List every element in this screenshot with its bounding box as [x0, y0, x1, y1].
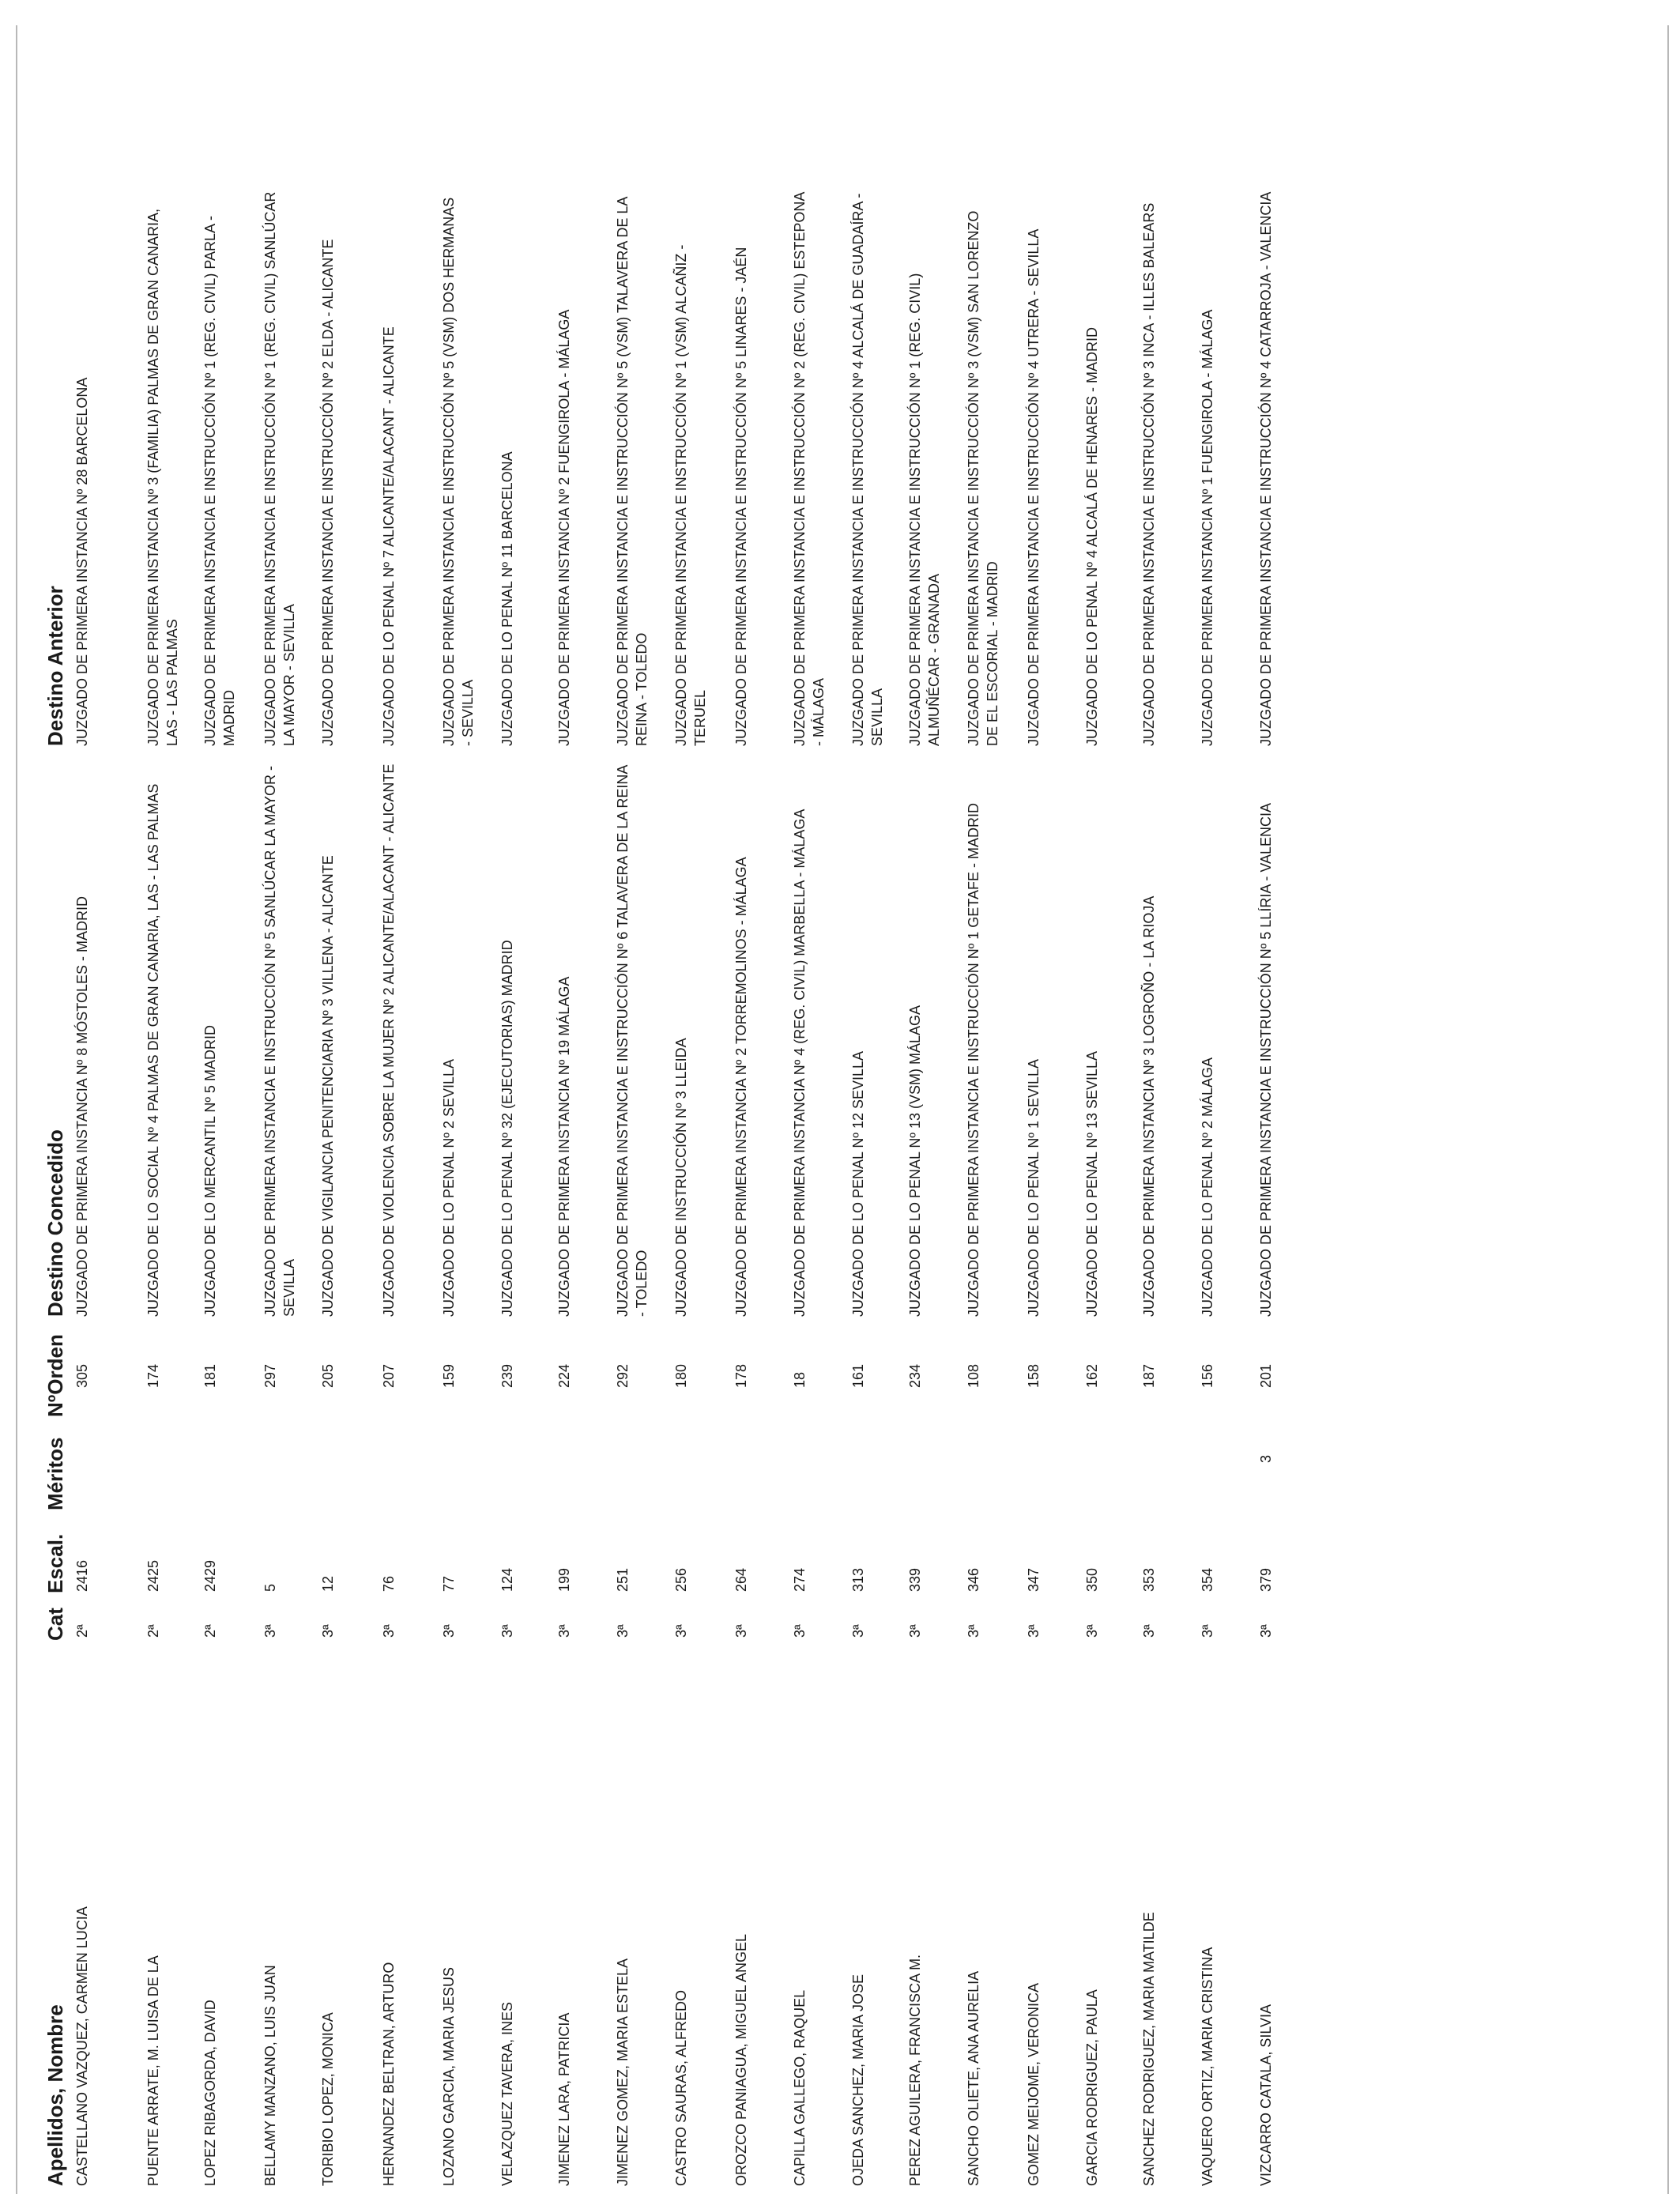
- cell-escal: 274: [792, 1567, 808, 1592]
- cell-norden: 187: [1141, 1363, 1157, 1388]
- header-destino-concedido: Destino Concedido: [43, 1129, 67, 1317]
- cell-name: SANCHEZ RODRIGUEZ, MARIA MATILDE: [1141, 1912, 1157, 2186]
- cell-anterior: JUZGADO DE PRIMERA INSTANCIA E INSTRUCCIÓN Nº 4 UTRERA - SEVILLA: [1026, 228, 1042, 746]
- cell-escal: 251: [615, 1567, 631, 1592]
- cell-concedido: JUZGADO DE LO PENAL Nº 1 SEVILLA: [1026, 1058, 1042, 1317]
- cell-anterior: JUZGADO DE PRIMERA INSTANCIA E INSTRUCCIÓN Nº 5 LINARES - JAÉN: [733, 247, 749, 746]
- cell-escal: 2416: [74, 1559, 90, 1592]
- cell-norden: 18: [792, 1371, 808, 1388]
- cell-anterior: JUZGADO DE PRIMERA INSTANCIA E INSTRUCCIÓN Nº 4 CATARROJA - VALENCIA: [1258, 191, 1274, 746]
- cell-escal: 76: [381, 1575, 397, 1592]
- cell-cat: 3ª: [441, 1624, 457, 1638]
- cell-anterior: JUZGADO DE PRIMERA INSTANCIA Nº 28 BARCELONA: [74, 377, 90, 746]
- cell-concedido: JUZGADO DE LO PENAL Nº 13 SEVILLA: [1084, 1050, 1100, 1317]
- cell-anterior: JUZGADO DE PRIMERA INSTANCIA E INSTRUCCIÓN Nº 4 ALCALÁ DE GUADAÍRA - SEVILLA: [850, 193, 885, 746]
- cell-cat: 3ª: [673, 1624, 689, 1638]
- cell-escal: 313: [850, 1567, 866, 1592]
- cell-anterior: JUZGADO DE PRIMERA INSTANCIA E INSTRUCCIÓN Nº 3 INCA - ILLES BALEARS: [1141, 202, 1157, 746]
- cell-anterior: JUZGADO DE PRIMERA INSTANCIA E INSTRUCCIÓN Nº 1 (REG. CIVIL) SANLÚCAR LA MAYOR - SEVILLA: [262, 191, 297, 746]
- cell-cat: 3ª: [262, 1624, 278, 1638]
- cell-name: PUENTE ARRATE, M. LUISA DE LA: [145, 1955, 161, 2186]
- cell-cat: 3ª: [792, 1624, 808, 1638]
- cell-cat: 3ª: [907, 1624, 923, 1638]
- cell-escal: 346: [966, 1567, 981, 1592]
- cell-escal: 353: [1141, 1567, 1157, 1592]
- cell-name: JIMENEZ GOMEZ, MARIA ESTELA: [615, 1958, 631, 2186]
- cell-norden: 292: [615, 1363, 631, 1388]
- cell-cat: 3ª: [320, 1624, 336, 1638]
- cell-anterior: JUZGADO DE PRIMERA INSTANCIA E INSTRUCCIÓN Nº 5 (VSM) DOS HERMANAS - SEVILLA: [441, 197, 476, 746]
- cell-concedido: JUZGADO DE LO SOCIAL Nº 4 PALMAS DE GRAN CANARIA, LAS - LAS PALMAS: [145, 783, 161, 1317]
- cell-escal: 347: [1026, 1567, 1042, 1592]
- cell-cat: 2ª: [145, 1624, 161, 1638]
- cell-concedido: JUZGADO DE LO PENAL Nº 2 MÁLAGA: [1200, 1057, 1215, 1317]
- header-name: Apellidos, Nombre: [43, 2004, 67, 2186]
- cell-name: SANCHO OLIETE, ANA AURELIA: [966, 1970, 981, 2186]
- cell-cat: 3ª: [850, 1624, 866, 1638]
- cell-escal: 2425: [145, 1559, 161, 1592]
- cell-name: CASTELLANO VAZQUEZ, CARMEN LUCIA: [74, 1906, 90, 2186]
- cell-name: TORIBIO LOPEZ, MONICA: [320, 2012, 336, 2186]
- cell-escal: 199: [556, 1567, 572, 1592]
- cell-concedido: JUZGADO DE PRIMERA INSTANCIA Nº 4 (REG. CIVIL) MARBELLA - MÁLAGA: [792, 809, 808, 1317]
- cell-escal: 2429: [202, 1559, 218, 1592]
- cell-concedido: JUZGADO DE PRIMERA INSTANCIA Nº 19 MÁLAGA: [556, 976, 572, 1317]
- cell-anterior: JUZGADO DE PRIMERA INSTANCIA Nº 2 FUENGIROLA - MÁLAGA: [556, 309, 572, 746]
- cell-norden: 178: [733, 1363, 749, 1388]
- cell-norden: 181: [202, 1363, 218, 1388]
- cell-concedido: JUZGADO DE PRIMERA INSTANCIA Nº 2 TORREMOLINOS - MÁLAGA: [733, 857, 749, 1317]
- header-cat: Cat: [43, 1608, 67, 1641]
- cell-cat: 3ª: [1200, 1624, 1215, 1638]
- cell-norden: 205: [320, 1363, 336, 1388]
- cell-concedido: JUZGADO DE LO MERCANTIL Nº 5 MADRID: [202, 1025, 218, 1317]
- cell-escal: 124: [499, 1567, 515, 1592]
- cell-name: LOPEZ RIBAGORDA, DAVID: [202, 2000, 218, 2186]
- cell-name: CASTRO SAURAS, ALFREDO: [673, 1989, 689, 2186]
- cell-escal: 77: [441, 1575, 457, 1592]
- cell-concedido: JUZGADO DE LO PENAL Nº 12 SEVILLA: [850, 1050, 866, 1317]
- cell-cat: 3ª: [1258, 1624, 1274, 1638]
- cell-name: JIMENEZ LARA, PATRICIA: [556, 2012, 572, 2186]
- cell-anterior: JUZGADO DE LO PENAL Nº 7 ALICANTE/ALACANT - ALICANTE: [381, 326, 397, 746]
- cell-anterior: JUZGADO DE PRIMERA INSTANCIA E INSTRUCCIÓN Nº 1 (REG. CIVIL) PARLA - MADRID: [202, 215, 237, 746]
- cell-concedido: JUZGADO DE VIGILANCIA PENITENCIARIA Nº 3 VILLENA - ALICANTE: [320, 855, 336, 1317]
- cell-norden: 207: [381, 1363, 397, 1388]
- cell-norden: 305: [74, 1363, 90, 1388]
- cell-escal: 339: [907, 1567, 923, 1592]
- cell-cat: 3ª: [615, 1624, 631, 1638]
- cell-cat: 3ª: [381, 1624, 397, 1638]
- cell-norden: 234: [907, 1363, 923, 1388]
- header-destino-anterior: Destino Anterior: [43, 586, 67, 746]
- cell-norden: 201: [1258, 1363, 1274, 1388]
- cell-anterior: JUZGADO DE PRIMERA INSTANCIA E INSTRUCCIÓN Nº 5 (VSM) TALAVERA DE LA REINA - TOLEDO: [615, 197, 650, 746]
- cell-concedido: JUZGADO DE PRIMERA INSTANCIA E INSTRUCCIÓN Nº 6 TALAVERA DE LA REINA - TOLEDO: [615, 765, 650, 1317]
- cell-anterior: JUZGADO DE PRIMERA INSTANCIA E INSTRUCCIÓN Nº 1 (VSM) ALCAÑIZ - TERUEL: [673, 244, 708, 746]
- cell-name: OJEDA SANCHEZ, MARIA JOSE: [850, 1973, 866, 2186]
- cell-anterior: JUZGADO DE LO PENAL Nº 4 ALCALÁ DE HENARES - MADRID: [1084, 326, 1100, 746]
- cell-name: BELLAMY MANZANO, LUIS JUAN: [262, 1965, 278, 2186]
- header-escal: Escal.: [43, 1533, 67, 1593]
- header-norden: NºOrden: [43, 1334, 67, 1417]
- cell-meritos: 3: [1258, 1454, 1274, 1463]
- cell-norden: 161: [850, 1363, 866, 1388]
- cell-concedido: JUZGADO DE PRIMERA INSTANCIA E INSTRUCCIÓN Nº 5 LLÍRIA - VALENCIA: [1258, 802, 1274, 1317]
- cell-escal: 350: [1084, 1567, 1100, 1592]
- cell-escal: 5: [262, 1583, 278, 1592]
- cell-concedido: JUZGADO DE INSTRUCCIÓN Nº 3 LLEIDA: [673, 1038, 689, 1317]
- cell-cat: 3ª: [499, 1624, 515, 1638]
- cell-norden: 297: [262, 1363, 278, 1388]
- cell-name: LOZANO GARCIA, MARIA JESUS: [441, 1966, 457, 2186]
- cell-name: CAPILLA GALLEGO, RAQUEL: [792, 1989, 808, 2186]
- cell-name: PEREZ AGUILERA, FRANCISCA M.: [907, 1954, 923, 2186]
- cell-anterior: JUZGADO DE PRIMERA INSTANCIA E INSTRUCCIÓN Nº 3 (VSM) SAN LORENZO DE EL ESCORIAL - MADRID: [966, 210, 1000, 746]
- cell-name: VAQUERO ORTIZ, MARIA CRISTINA: [1200, 1947, 1215, 2186]
- cell-name: GOMEZ MEIJOME, VERONICA: [1026, 1982, 1042, 2186]
- cell-anterior: JUZGADO DE PRIMERA INSTANCIA E INSTRUCCIÓN Nº 2 (REG. CIVIL) ESTEPONA - MÁLAGA: [792, 192, 827, 746]
- cell-anterior: JUZGADO DE PRIMERA INSTANCIA Nº 1 FUENGIROLA - MÁLAGA: [1200, 309, 1215, 746]
- cell-escal: 256: [673, 1567, 689, 1592]
- cell-cat: 3ª: [966, 1624, 981, 1638]
- cell-norden: 158: [1026, 1363, 1042, 1388]
- cell-norden: 239: [499, 1363, 515, 1388]
- cell-escal: 379: [1258, 1567, 1274, 1592]
- cell-norden: 174: [145, 1363, 161, 1388]
- cell-norden: 159: [441, 1363, 457, 1388]
- cell-name: HERNANDEZ BELTRAN, ARTURO: [381, 1962, 397, 2186]
- page-top-rule: [16, 25, 17, 2194]
- cell-concedido: JUZGADO DE PRIMERA INSTANCIA Nº 3 LOGROÑO - LA RIOJA: [1141, 895, 1157, 1317]
- cell-cat: 2ª: [202, 1624, 218, 1638]
- cell-concedido: JUZGADO DE LO PENAL Nº 13 (VSM) MÁLAGA: [907, 1005, 923, 1317]
- cell-norden: 224: [556, 1363, 572, 1388]
- cell-norden: 162: [1084, 1363, 1100, 1388]
- cell-anterior: JUZGADO DE PRIMERA INSTANCIA E INSTRUCCIÓN Nº 2 ELDA - ALICANTE: [320, 239, 336, 746]
- cell-concedido: JUZGADO DE PRIMERA INSTANCIA Nº 8 MÓSTOLES - MADRID: [74, 896, 90, 1317]
- cell-escal: 264: [733, 1567, 749, 1592]
- cell-norden: 108: [966, 1363, 981, 1388]
- cell-escal: 12: [320, 1575, 336, 1592]
- cell-cat: 3ª: [1084, 1624, 1100, 1638]
- cell-concedido: JUZGADO DE VIOLENCIA SOBRE LA MUJER Nº 2 ALICANTE/ALACANT - ALICANTE: [381, 763, 397, 1317]
- page-bottom-rule: [1667, 25, 1669, 2194]
- cell-name: VELAZQUEZ TAVERA, INES: [499, 2001, 515, 2186]
- cell-cat: 3ª: [1141, 1624, 1157, 1638]
- cell-cat: 3ª: [556, 1624, 572, 1638]
- cell-concedido: JUZGADO DE PRIMERA INSTANCIA E INSTRUCCIÓN Nº 5 SANLÚCAR LA MAYOR - SEVILLA: [262, 765, 297, 1317]
- cell-name: OROZCO PANIAGUA, MIGUEL ANGEL: [733, 1933, 749, 2186]
- cell-cat: 3ª: [733, 1624, 749, 1638]
- cell-concedido: JUZGADO DE LO PENAL Nº 2 SEVILLA: [441, 1058, 457, 1317]
- cell-anterior: JUZGADO DE PRIMERA INSTANCIA E INSTRUCCIÓN Nº 1 (REG. CIVIL) ALMUÑÉCAR - GRANADA: [907, 273, 942, 746]
- cell-cat: 2ª: [74, 1624, 90, 1638]
- cell-name: GARCIA RODRIGUEZ, PAULA: [1084, 1989, 1100, 2186]
- cell-concedido: JUZGADO DE LO PENAL Nº 32 (EJECUTORIAS) MADRID: [499, 940, 515, 1317]
- cell-name: VIZCARRO CATALA, SILVIA: [1258, 2004, 1274, 2186]
- cell-norden: 156: [1200, 1363, 1215, 1388]
- header-meritos: Méritos: [43, 1437, 67, 1510]
- cell-norden: 180: [673, 1363, 689, 1388]
- cell-anterior: JUZGADO DE LO PENAL Nº 11 BARCELONA: [499, 451, 515, 746]
- cell-anterior: JUZGADO DE PRIMERA INSTANCIA Nº 3 (FAMILIA) PALMAS DE GRAN CANARIA, LAS - LAS PALMAS: [145, 208, 180, 746]
- cell-cat: 3ª: [1026, 1624, 1042, 1638]
- cell-concedido: JUZGADO DE PRIMERA INSTANCIA E INSTRUCCIÓN Nº 1 GETAFE - MADRID: [966, 803, 981, 1317]
- cell-escal: 354: [1200, 1567, 1215, 1592]
